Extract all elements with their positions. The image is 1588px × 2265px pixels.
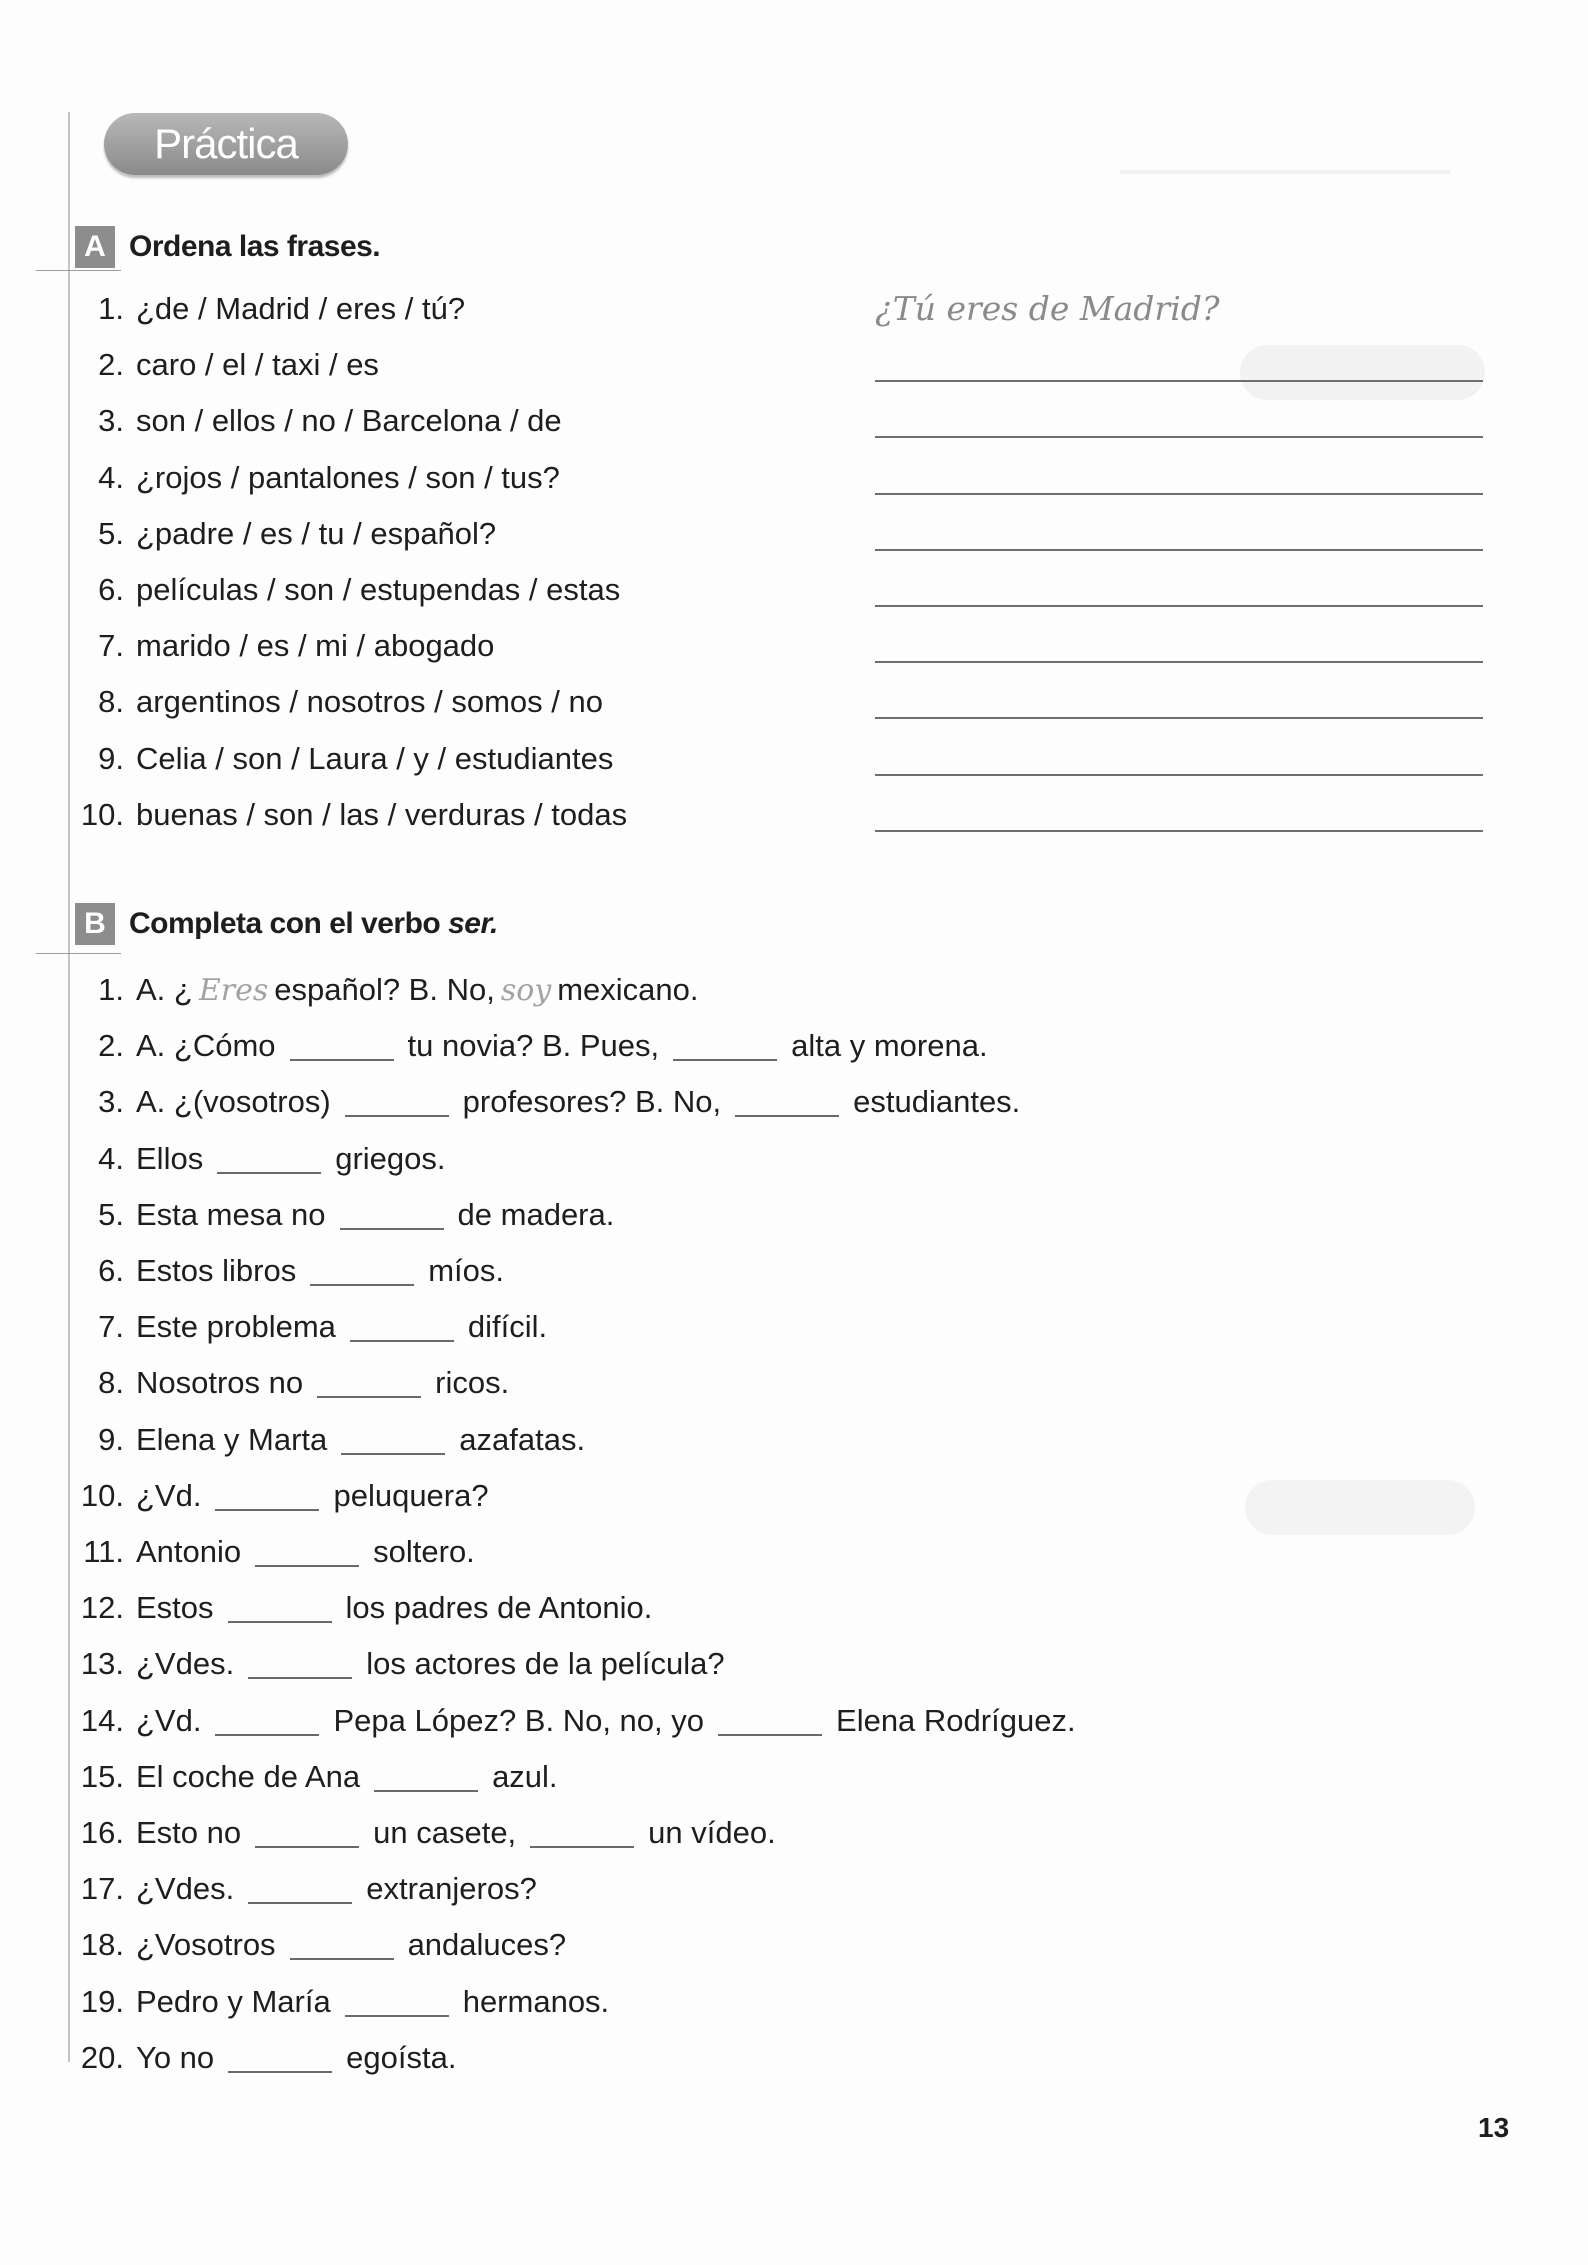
item-number: 1. — [98, 972, 124, 1007]
exercise-b-item — [68, 1864, 537, 1914]
section-b-title-prefix: Completa con el verbo — [129, 907, 449, 940]
item-number: 4. — [98, 1140, 124, 1176]
item-number: 3. — [98, 403, 124, 439]
exercise-b-item — [68, 1134, 446, 1184]
item-number: 7. — [98, 628, 124, 664]
item-text: son / ellos / no / Barcelona / de — [136, 403, 562, 439]
fill-in-blank[interactable] — [374, 1790, 478, 1792]
item-number: 11. — [83, 1534, 124, 1569]
item-number: 2. — [98, 1028, 124, 1064]
handwritten-answer: Eres — [198, 972, 269, 1008]
section-b-title — [129, 907, 498, 941]
exercise-b-item — [68, 2033, 456, 2083]
item-number: 4. — [98, 459, 124, 495]
item-text: andaluces? — [407, 1927, 567, 1963]
answer-line[interactable] — [875, 436, 1483, 438]
item-number: 20. — [80, 2039, 124, 2075]
exercise-b-item — [68, 1358, 509, 1408]
item-text: peluquera? — [333, 1477, 489, 1513]
exercise-b-item — [68, 1977, 609, 2027]
fill-in-blank[interactable] — [255, 1846, 359, 1848]
item-text: películas / son / estupendas / estas — [136, 572, 621, 607]
item-text: profesores? B. No, — [462, 1084, 722, 1120]
exercise-b-item — [68, 1583, 652, 1633]
exercise-a-item — [68, 509, 496, 559]
exercise-b-item — [68, 1808, 776, 1858]
item-number: 13. — [80, 1646, 124, 1682]
exercise-a-item — [68, 621, 494, 671]
item-text: azafatas. — [459, 1421, 586, 1457]
exercise-b-item — [68, 1021, 988, 1071]
item-number: 9. — [98, 740, 124, 776]
exercise-b-item — [68, 1471, 489, 1521]
section-b-badge: B — [75, 903, 115, 945]
bleed-through — [1120, 130, 1450, 174]
item-text: de madera. — [457, 1196, 615, 1232]
item-text: Elena Rodríguez. — [836, 1702, 1076, 1738]
item-text: un vídeo. — [648, 1815, 776, 1850]
item-number: 17. — [80, 1871, 124, 1907]
item-number: 15. — [80, 1758, 124, 1794]
fill-in-blank[interactable] — [350, 1340, 454, 1342]
item-number: 12. — [80, 1590, 124, 1626]
fill-in-blank[interactable] — [290, 1958, 394, 1960]
item-text: extranjeros? — [366, 1871, 537, 1907]
item-text: griegos. — [335, 1140, 446, 1176]
exercise-a-item — [68, 284, 465, 334]
item-text: El coche de Ana — [136, 1758, 361, 1794]
item-number: 16. — [80, 1815, 124, 1850]
item-number: 18. — [80, 1927, 124, 1963]
exercise-a-item — [68, 565, 620, 615]
exercise-b-item — [68, 1415, 585, 1465]
exercise-b-item — [68, 1527, 475, 1577]
item-text: Estos libros — [136, 1253, 297, 1288]
item-text: azul. — [492, 1758, 558, 1794]
item-number: 5. — [98, 515, 124, 551]
item-text: argentinos / nosotros / somos / no — [136, 684, 603, 720]
item-text: ¿Vd. — [136, 1477, 202, 1513]
item-text: soltero. — [373, 1534, 475, 1569]
page-number: 13 — [1478, 2112, 1510, 2143]
item-text: Pepa López? B. No, no, yo — [333, 1702, 705, 1738]
item-number: 7. — [98, 1309, 124, 1345]
fill-in-blank[interactable] — [228, 2071, 332, 2073]
item-number: 3. — [98, 1084, 124, 1120]
item-text: los actores de la película? — [366, 1646, 725, 1682]
item-text: Antonio — [136, 1534, 242, 1569]
item-text: míos. — [428, 1253, 505, 1288]
item-text: Este problema — [136, 1309, 336, 1345]
fill-in-blank[interactable] — [673, 1059, 777, 1061]
item-text: Yo no — [136, 2039, 215, 2075]
item-number: 6. — [98, 1253, 124, 1288]
item-number: 1. — [98, 291, 124, 326]
item-number: 2. — [98, 347, 124, 383]
item-text: buenas / son / las / verduras / todas — [136, 796, 628, 832]
fill-in-blank[interactable] — [248, 1677, 352, 1679]
item-text: egoísta. — [346, 2039, 457, 2075]
item-text: ¿Vd. — [136, 1702, 202, 1738]
exercise-a-item — [68, 677, 603, 727]
answer-line[interactable] — [875, 493, 1483, 495]
item-text: mexicano. — [557, 972, 699, 1007]
item-text: ¿padre / es / tu / español? — [136, 515, 497, 551]
item-number: 8. — [98, 1365, 124, 1401]
fill-in-blank[interactable] — [345, 1115, 449, 1117]
item-text: Esto no — [136, 1815, 242, 1850]
section-b-header — [75, 902, 498, 946]
exercise-b-item — [68, 1920, 566, 1970]
item-text: ¿Vdes. — [136, 1646, 235, 1682]
section-a-title: Ordena las frases. — [129, 230, 381, 263]
answer-line[interactable] — [875, 549, 1483, 551]
exercise-a-item — [68, 396, 562, 446]
section-a-badge: A — [75, 226, 115, 268]
item-text: A. ¿(vosotros) — [136, 1084, 331, 1120]
answer-line[interactable] — [875, 661, 1483, 663]
item-text: difícil. — [467, 1309, 548, 1345]
fill-in-blank[interactable] — [255, 1565, 359, 1567]
item-number: 19. — [80, 1983, 124, 2019]
section-b-title-verb: ser. — [448, 907, 498, 940]
fill-in-blank[interactable] — [530, 1846, 634, 1848]
item-text: Nosotros no — [136, 1365, 304, 1401]
answer-line[interactable] — [875, 830, 1483, 832]
fill-in-blank[interactable] — [215, 1734, 319, 1736]
item-text: los padres de Antonio. — [345, 1590, 653, 1626]
item-number: 14. — [80, 1702, 124, 1738]
item-text: español? B. No, — [274, 972, 495, 1007]
item-text: hermanos. — [462, 1983, 610, 2019]
section-a-header — [75, 225, 380, 269]
exercise-b-item — [68, 1696, 1076, 1746]
exercise-b-item — [68, 1077, 1020, 1127]
section-b-rule — [36, 953, 121, 954]
item-number: 10. — [80, 1477, 124, 1513]
item-number: 8. — [98, 684, 124, 720]
item-text: ¿rojos / pantalones / son / tus? — [136, 459, 560, 495]
exercise-a-item — [68, 734, 613, 784]
item-text: ricos. — [435, 1365, 510, 1401]
section-heading-practica: Práctica — [104, 113, 348, 175]
exercise-a-item — [68, 790, 627, 840]
exercise-b-item — [68, 1190, 614, 1240]
item-text: A. ¿Cómo — [136, 1028, 276, 1064]
bleed-through-pill — [1240, 345, 1485, 400]
fill-in-blank[interactable] — [317, 1396, 421, 1398]
fill-in-blank[interactable] — [310, 1284, 414, 1286]
fill-in-blank[interactable] — [215, 1509, 319, 1511]
fill-in-blank[interactable] — [290, 1059, 394, 1061]
answer-line[interactable] — [875, 605, 1483, 607]
exercise-b-item — [68, 1752, 558, 1802]
exercise-b-item — [68, 1302, 547, 1352]
fill-in-blank[interactable] — [228, 1621, 332, 1623]
item-number: 9. — [98, 1421, 124, 1457]
item-number: 10. — [80, 796, 124, 832]
fill-in-blank[interactable] — [340, 1228, 444, 1230]
exercise-b-item — [68, 965, 699, 1015]
exercise-b-item — [68, 1639, 725, 1689]
item-text: ¿Vosotros — [136, 1927, 276, 1963]
item-text: Pedro y María — [136, 1983, 331, 2019]
handwritten-answer: soy — [500, 972, 552, 1008]
item-text: un casete, — [373, 1815, 517, 1850]
item-text: Celia / son / Laura / y / estudiantes — [136, 740, 614, 776]
fill-in-blank[interactable] — [217, 1172, 321, 1174]
exercise-a-item — [68, 340, 379, 390]
item-text: Estos — [136, 1590, 214, 1626]
item-text: ¿de / Madrid / eres / tú? — [136, 291, 466, 326]
fill-in-blank[interactable] — [248, 1902, 352, 1904]
answer-line[interactable] — [875, 380, 1483, 382]
item-text: ¿Vdes. — [136, 1871, 235, 1907]
item-text: caro / el / taxi / es — [136, 347, 379, 383]
fill-in-blank[interactable] — [735, 1115, 839, 1117]
item-text: marido / es / mi / abogado — [136, 628, 495, 664]
fill-in-blank[interactable] — [341, 1453, 445, 1455]
answer-line[interactable] — [875, 717, 1483, 719]
item-text: Esta mesa no — [136, 1196, 326, 1232]
item-text: Elena y Marta — [136, 1421, 328, 1457]
fill-in-blank[interactable] — [345, 2015, 449, 2017]
item-text: Ellos — [136, 1140, 204, 1176]
item-number: 6. — [98, 572, 124, 607]
exercise-a-item — [68, 453, 560, 503]
item-number: 5. — [98, 1196, 124, 1232]
item-text: A. ¿ — [136, 972, 193, 1007]
exercise-b-item — [68, 1246, 504, 1296]
bleed-through-pill-2 — [1245, 1480, 1475, 1535]
answer-line[interactable] — [875, 774, 1483, 776]
section-a-rule — [36, 270, 121, 271]
item-text: tu novia? B. Pues, — [407, 1028, 660, 1064]
item-text: alta y morena. — [791, 1028, 988, 1064]
fill-in-blank[interactable] — [718, 1734, 822, 1736]
item-text: estudiantes. — [853, 1084, 1021, 1120]
example-answer: ¿Tú eres de Madrid? — [875, 289, 1220, 328]
